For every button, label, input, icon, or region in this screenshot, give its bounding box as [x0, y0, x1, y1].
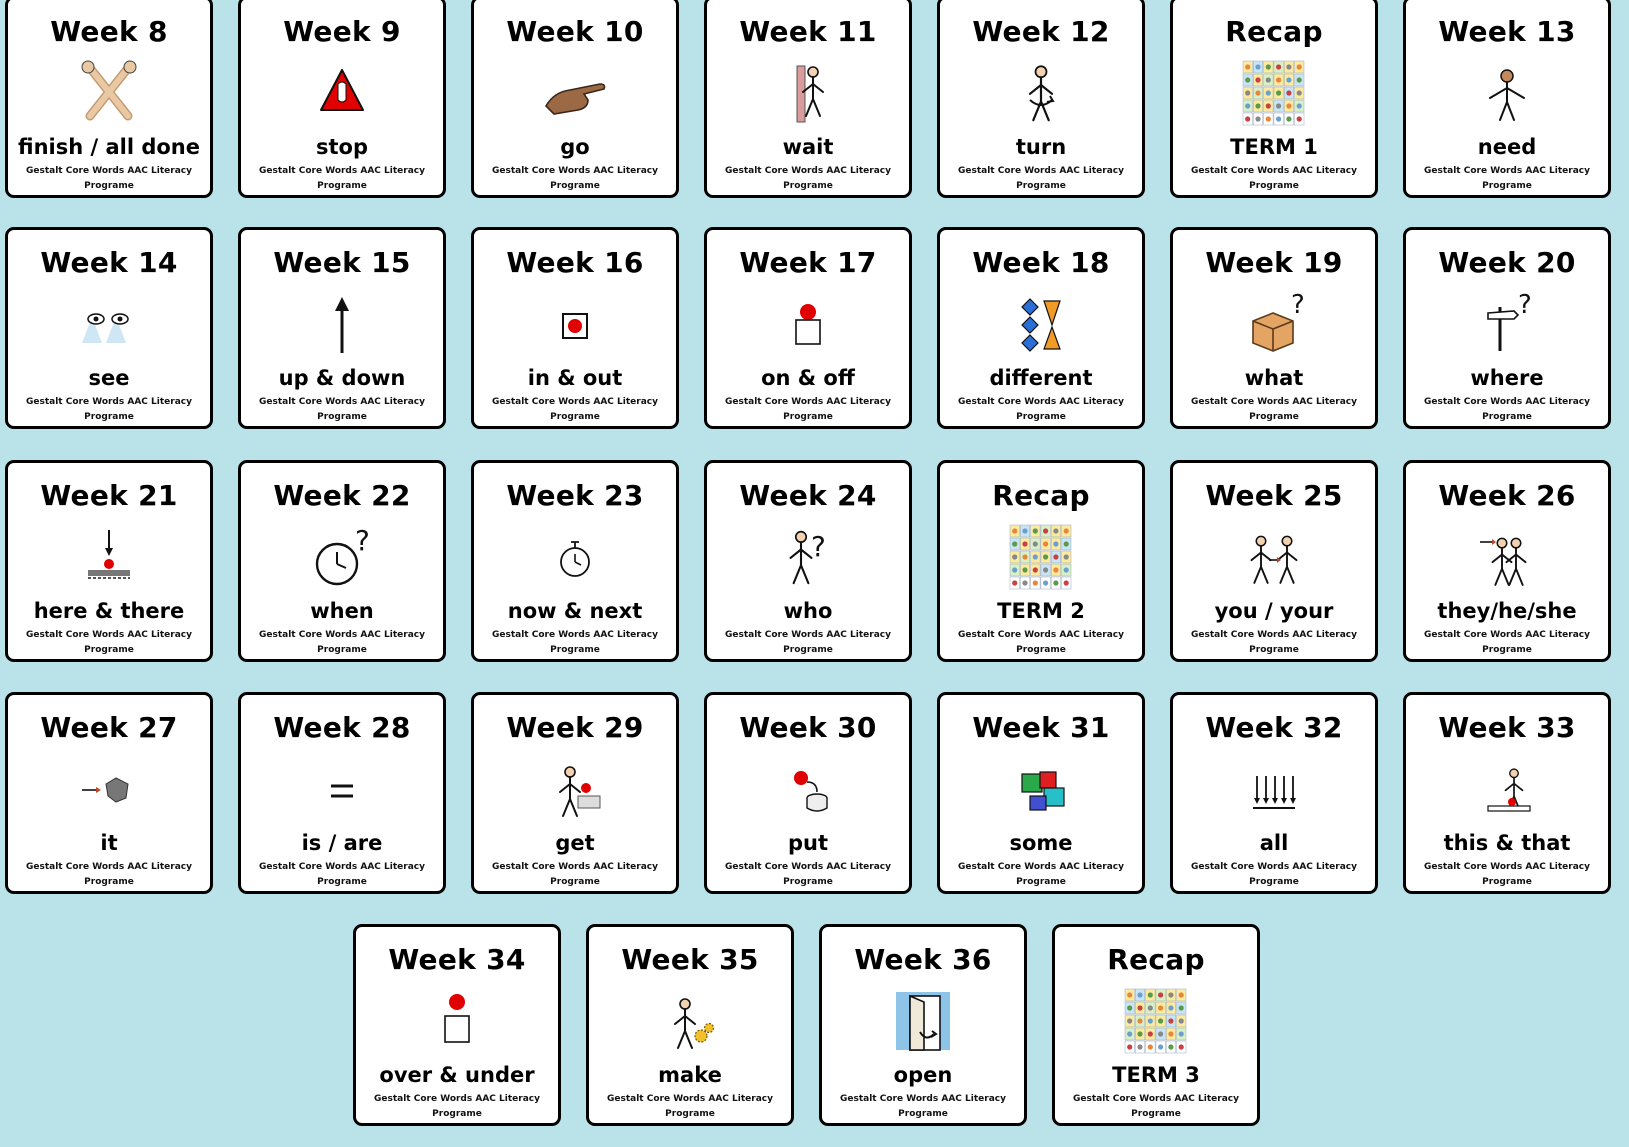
card-credit: Gestalt Core Words AAC Literacy Programe [1191, 166, 1357, 191]
card-word: who [783, 599, 833, 623]
card-title: Week 35 [621, 943, 759, 976]
week-card-put[interactable] [704, 692, 912, 894]
card-credit: Gestalt Core Words AAC Literacy Programe [840, 1094, 1006, 1119]
card-title: Week 15 [273, 246, 411, 279]
week-card-here-there[interactable] [5, 460, 213, 662]
week-card-stop[interactable] [238, 0, 446, 198]
week-card-it[interactable] [5, 692, 213, 894]
card-word: now & next [507, 599, 643, 623]
needing-person-icon [1466, 56, 1548, 132]
card-credit: Gestalt Core Words AAC Literacy Programe [259, 397, 425, 422]
card-word: TERM 2 [997, 599, 1085, 623]
card-title: Week 13 [1438, 15, 1576, 48]
week-card-need[interactable] [1403, 0, 1611, 198]
card-word: turn [1015, 135, 1067, 159]
card-word: open [893, 1063, 953, 1087]
card-credit: Gestalt Core Words AAC Literacy Programe [1191, 862, 1357, 887]
put-ball-icon [767, 752, 849, 828]
card-credit: Gestalt Core Words AAC Literacy Programe [725, 397, 891, 422]
week-card-on-off[interactable] [704, 227, 912, 429]
week-card-go[interactable] [471, 0, 679, 198]
two-people-icon [1466, 520, 1548, 596]
week-card-see[interactable] [5, 227, 213, 429]
card-title: Week 36 [854, 943, 992, 976]
card-title: Week 31 [972, 711, 1110, 744]
week-card-wait[interactable] [704, 0, 912, 198]
card-credit: Gestalt Core Words AAC Literacy Programe [1424, 630, 1590, 655]
card-word: over & under [379, 1063, 535, 1087]
card-title: Week 10 [506, 15, 644, 48]
card-title: Week 19 [1205, 246, 1343, 279]
card-credit: Gestalt Core Words AAC Literacy Programe [259, 630, 425, 655]
week-card-different[interactable] [937, 227, 1145, 429]
week-card-they-he-she[interactable] [1403, 460, 1611, 662]
card-credit: Gestalt Core Words AAC Literacy Programe [725, 862, 891, 887]
symbol-grid-icon [1000, 520, 1082, 596]
card-word: you / your [1214, 599, 1334, 623]
eyes-icon [68, 287, 150, 363]
card-credit: Gestalt Core Words AAC Literacy Programe [1191, 397, 1357, 422]
card-title: Week 8 [50, 15, 168, 48]
card-title: Week 27 [40, 711, 178, 744]
week-card-in-out[interactable] [471, 227, 679, 429]
arrow-to-object-icon [68, 752, 150, 828]
card-word: get [555, 831, 595, 855]
stopwatch-icon [534, 520, 616, 596]
week-card-open[interactable] [819, 924, 1027, 1126]
card-word: when [310, 599, 374, 623]
card-word: see [88, 366, 130, 390]
dot-in-box-icon [534, 287, 616, 363]
card-credit: Gestalt Core Words AAC Literacy Programe [492, 166, 658, 191]
card-credit: Gestalt Core Words AAC Literacy Programe [374, 1094, 540, 1119]
waiting-person-icon [767, 56, 849, 132]
card-word: this & that [1443, 831, 1571, 855]
card-title: Week 24 [739, 479, 877, 512]
card-credit: Gestalt Core Words AAC Literacy Programe [1424, 862, 1590, 887]
card-title: Week 18 [972, 246, 1110, 279]
person-pointing-ball-icon [1466, 752, 1548, 828]
card-title: Week 33 [1438, 711, 1576, 744]
card-word: where [1470, 366, 1544, 390]
week-card-term-2[interactable] [937, 460, 1145, 662]
equals-icon [301, 752, 383, 828]
card-credit: Gestalt Core Words AAC Literacy Programe [1073, 1094, 1239, 1119]
card-credit: Gestalt Core Words AAC Literacy Programe [1424, 166, 1590, 191]
card-title: Week 16 [506, 246, 644, 279]
week-card-term-1[interactable] [1170, 0, 1378, 198]
different-shapes-icon [1000, 287, 1082, 363]
week-card-all[interactable] [1170, 692, 1378, 894]
week-card-what[interactable] [1170, 227, 1378, 429]
symbol-grid-icon [1115, 984, 1197, 1060]
card-word: go [560, 135, 590, 159]
card-title: Week 21 [40, 479, 178, 512]
arrow-up-icon [301, 287, 383, 363]
card-credit: Gestalt Core Words AAC Literacy Programe [725, 166, 891, 191]
card-word: some [1009, 831, 1073, 855]
week-card-now-next[interactable] [471, 460, 679, 662]
person-gears-icon [649, 984, 731, 1060]
card-word: they/he/she [1437, 599, 1577, 623]
card-title: Week 29 [506, 711, 644, 744]
person-getting-icon [534, 752, 616, 828]
box-question-icon [1233, 287, 1315, 363]
pointing-hand-icon [534, 56, 616, 132]
card-title: Week 34 [388, 943, 526, 976]
svg-text:?: ? [1518, 290, 1532, 320]
card-word: wait [782, 135, 834, 159]
week-card-is-are[interactable] [238, 692, 446, 894]
card-word: all [1259, 831, 1289, 855]
week-card-you-your[interactable] [1170, 460, 1378, 662]
card-word: is / are [301, 831, 383, 855]
card-credit: Gestalt Core Words AAC Literacy Programe [26, 630, 192, 655]
card-title: Week 20 [1438, 246, 1576, 279]
pointing-to-person-icon [1233, 520, 1315, 596]
card-title: Week 12 [972, 15, 1110, 48]
card-word: up & down [278, 366, 406, 390]
week-card-make[interactable] [586, 924, 794, 1126]
hands-crossed-icon [68, 56, 150, 132]
card-word: finish / all done [18, 135, 200, 159]
card-title: Week 30 [739, 711, 877, 744]
card-title: Week 26 [1438, 479, 1576, 512]
card-title: Week 22 [273, 479, 411, 512]
card-word: TERM 3 [1112, 1063, 1200, 1087]
week-card-who[interactable] [704, 460, 912, 662]
card-word: different [989, 366, 1093, 390]
card-credit: Gestalt Core Words AAC Literacy Programe [492, 397, 658, 422]
week-card-turn[interactable] [937, 0, 1145, 198]
week-card-some[interactable] [937, 692, 1145, 894]
signpost-question-icon [1466, 287, 1548, 363]
card-credit: Gestalt Core Words AAC Literacy Programe [1191, 630, 1357, 655]
card-title: Recap [992, 479, 1090, 512]
card-title: Week 25 [1205, 479, 1343, 512]
card-credit: Gestalt Core Words AAC Literacy Programe [1424, 397, 1590, 422]
card-title: Week 11 [739, 15, 877, 48]
card-title: Recap [1107, 943, 1205, 976]
week-card-up-down[interactable] [238, 227, 446, 429]
week-card-finish-all-done[interactable] [5, 0, 213, 198]
card-word: put [787, 831, 829, 855]
card-credit: Gestalt Core Words AAC Literacy Programe [26, 397, 192, 422]
svg-text:?: ? [811, 530, 826, 563]
arrow-to-spot-icon [68, 520, 150, 596]
card-word: make [658, 1063, 722, 1087]
stop-sign-icon [301, 56, 383, 132]
card-credit: Gestalt Core Words AAC Literacy Programe [607, 1094, 773, 1119]
card-title: Week 32 [1205, 711, 1343, 744]
clock-question-icon [301, 520, 383, 596]
card-credit: Gestalt Core Words AAC Literacy Programe [725, 630, 891, 655]
card-credit: Gestalt Core Words AAC Literacy Programe [958, 630, 1124, 655]
card-title: Week 17 [739, 246, 877, 279]
card-credit: Gestalt Core Words AAC Literacy Programe [259, 166, 425, 191]
card-title: Week 23 [506, 479, 644, 512]
week-card-when[interactable] [238, 460, 446, 662]
week-card-over-under[interactable] [353, 924, 561, 1126]
svg-text:?: ? [1291, 290, 1305, 320]
svg-text:?: ? [355, 524, 370, 557]
card-title: Recap [1225, 15, 1323, 48]
week-card-this-that[interactable] [1403, 692, 1611, 894]
card-credit: Gestalt Core Words AAC Literacy Programe [26, 862, 192, 887]
week-card-term-3[interactable] [1052, 924, 1260, 1126]
card-credit: Gestalt Core Words AAC Literacy Programe [492, 862, 658, 887]
symbol-grid-icon [1233, 56, 1315, 132]
person-question-icon [767, 520, 849, 596]
week-card-where[interactable] [1403, 227, 1611, 429]
card-title: Week 14 [40, 246, 178, 279]
card-title: Week 28 [273, 711, 411, 744]
turning-person-icon [1000, 56, 1082, 132]
all-arrows-icon [1233, 752, 1315, 828]
card-credit: Gestalt Core Words AAC Literacy Programe [958, 397, 1124, 422]
card-word: what [1244, 366, 1304, 390]
card-word: here & there [33, 599, 185, 623]
card-word: stop [316, 135, 368, 159]
card-credit: Gestalt Core Words AAC Literacy Programe [958, 862, 1124, 887]
card-credit: Gestalt Core Words AAC Literacy Programe [492, 630, 658, 655]
dot-on-box-icon [767, 287, 849, 363]
card-word: it [100, 831, 118, 855]
card-credit: Gestalt Core Words AAC Literacy Programe [958, 166, 1124, 191]
week-card-get[interactable] [471, 692, 679, 894]
card-credit: Gestalt Core Words AAC Literacy Programe [26, 166, 192, 191]
card-title: Week 9 [283, 15, 401, 48]
dot-over-box-icon [416, 984, 498, 1060]
card-word: in & out [527, 366, 623, 390]
blocks-icon [1000, 752, 1082, 828]
card-word: need [1477, 135, 1537, 159]
card-word: on & off [761, 366, 855, 390]
card-credit: Gestalt Core Words AAC Literacy Programe [259, 862, 425, 887]
card-word: TERM 1 [1230, 135, 1318, 159]
open-door-icon [882, 984, 964, 1060]
